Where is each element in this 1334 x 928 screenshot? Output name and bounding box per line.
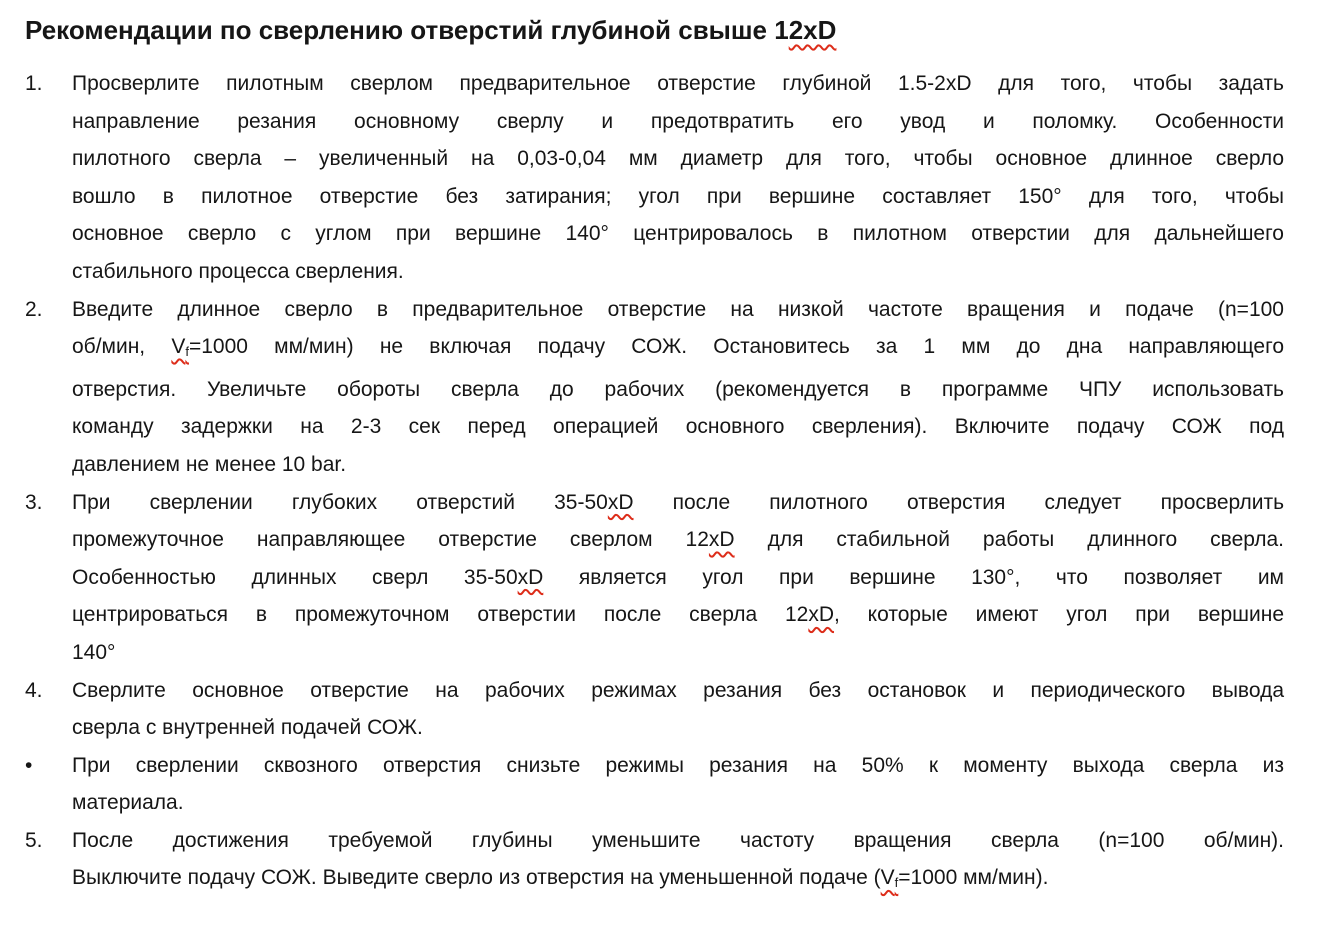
list-number-marker: 1. [25,72,43,95]
text-line [72,859,1284,902]
text-line [72,65,1284,103]
text-run: для стабильной работы длинного сверла. [734,528,1284,552]
text-run: отверстия. Увеличьте обороты сверла до рабочих (рекомендуется в программе ЧПУ использовать [72,377,1284,401]
text-line [72,328,1284,371]
list-item-content [72,484,1284,672]
text-run: стабильного процесса сверления. [72,259,404,283]
text-line [72,709,1284,747]
text-run: вошло в пилотное отверстие без затирания; угол при вершине составляет 150° для того, чтобы [72,184,1284,208]
text-run: основное сверло с углом при вершине 140° центрировалось в пилотном отверстии для дальнейшего [72,222,1284,246]
spellcheck-flagged-text [789,15,837,45]
text-run: Введите длинное сверло в предварительное отверстие на низкой частоте вращения и подаче (n=100 [72,297,1284,321]
text-run: является угол при вершине 130°, что позволяет им [543,565,1284,589]
text-run: Просверлите пилотным сверлом предварительное отверстие глубиной 1.5-2xD для того, чтобы задать [72,72,1284,95]
list-number-marker: 3. [25,490,43,514]
text-line [72,140,1284,178]
text-run: xD [607,490,634,514]
document-title [25,12,1284,48]
text-run: материала. [72,791,184,815]
text-run: сверла с внутренней подачей СОЖ. [72,716,423,740]
text-line [72,596,1284,634]
list-item [25,484,1284,672]
text-run: , которые имеют угол при вершине [834,603,1284,627]
text-run: xD [808,603,835,627]
text-run: Особенностью длинных сверл 35-50 [72,565,518,589]
spellcheck-flagged-text [709,528,735,551]
text-line [72,408,1284,446]
text-run: Сверлите основное отверстие на рабочих режимах резания без остановок и периодического вывода [72,678,1284,702]
text-run: xD [517,565,544,589]
list-number-marker: 4. [25,678,43,702]
text-run: V [171,335,186,359]
text-run: xD [708,528,735,552]
text-run: после пилотного отверстия следует просверлить [633,490,1285,514]
list-number-marker: 2. [25,297,43,321]
text-run: об/мин, [72,335,172,359]
text-line [72,178,1284,216]
spellcheck-flagged-text [608,491,634,514]
text-run: При сверлении глубоких отверстий 35-50 [72,490,608,514]
text-run: При сверлении сквозного отверстия снизьте режимы резания на 50% к моменту выхода сверла из [72,753,1284,777]
text-run: =1000 мм/мин) не включая подачу СОЖ. Остановитесь за 1 мм до дна направляющего [188,335,1284,359]
text-run: промежуточное направляющее отверстие сверлом 12 [72,528,709,552]
text-run: f [894,875,899,891]
text-run: 2xD [788,15,837,45]
text-line [72,634,1284,672]
list-number-marker: 5. [25,828,43,852]
text-line [72,521,1284,559]
list-item-content [72,291,1284,484]
text-line [72,253,1284,291]
text-line [72,784,1284,822]
text-run: центрироваться в промежуточном отверстии после сверла 12 [72,603,809,627]
spellcheck-flagged-text [808,603,834,626]
spellcheck-flagged-text [518,566,544,589]
text-run: Выключите подачу СОЖ. Выведите сверло из отверстия на уменьшенной подаче ( [72,866,881,890]
list-item-content [72,822,1284,902]
text-run: V [880,866,895,890]
recommendations-list [25,65,1284,902]
spellcheck-flagged-text [171,335,189,358]
text-line [72,291,1284,329]
text-line [72,747,1284,785]
list-item [25,672,1284,747]
text-run: пилотного сверла – увеличенный на 0,03-0,04 мм диаметр для того, чтобы основное длинное сверло [72,147,1284,171]
list-item-content [72,65,1284,291]
text-line [72,822,1284,860]
list-item [25,822,1284,902]
list-item-content [72,747,1284,822]
list-item [25,747,1284,822]
text-run: направление резания основному сверлу и предотвратить его увод и поломку. Особенности [72,109,1284,133]
spellcheck-flagged-text [881,866,899,889]
text-line [72,446,1284,484]
text-line [72,371,1284,409]
list-item-content [72,672,1284,747]
text-line [72,672,1284,710]
text-line [72,215,1284,253]
text-line [72,103,1284,141]
text-run: давлением не менее 10 bar. [72,452,347,476]
list-item [25,65,1284,291]
text-run: f [185,344,189,360]
bullet-marker: • [25,753,33,777]
text-run: Рекомендации по сверлению отверстий глубиной свыше 1 [25,15,789,45]
text-run: =1000 мм/мин). [898,866,1049,890]
text-line [72,559,1284,597]
text-run: После достижения требуемой глубины уменьшите частоту вращения сверла (n=100 об/мин). [72,828,1284,852]
text-line [72,484,1284,522]
text-run: команду задержки на 2-3 сек перед операцией основного сверления). Включите подачу СОЖ под [72,415,1284,439]
list-item [25,291,1284,484]
text-run: 140° [72,640,116,664]
